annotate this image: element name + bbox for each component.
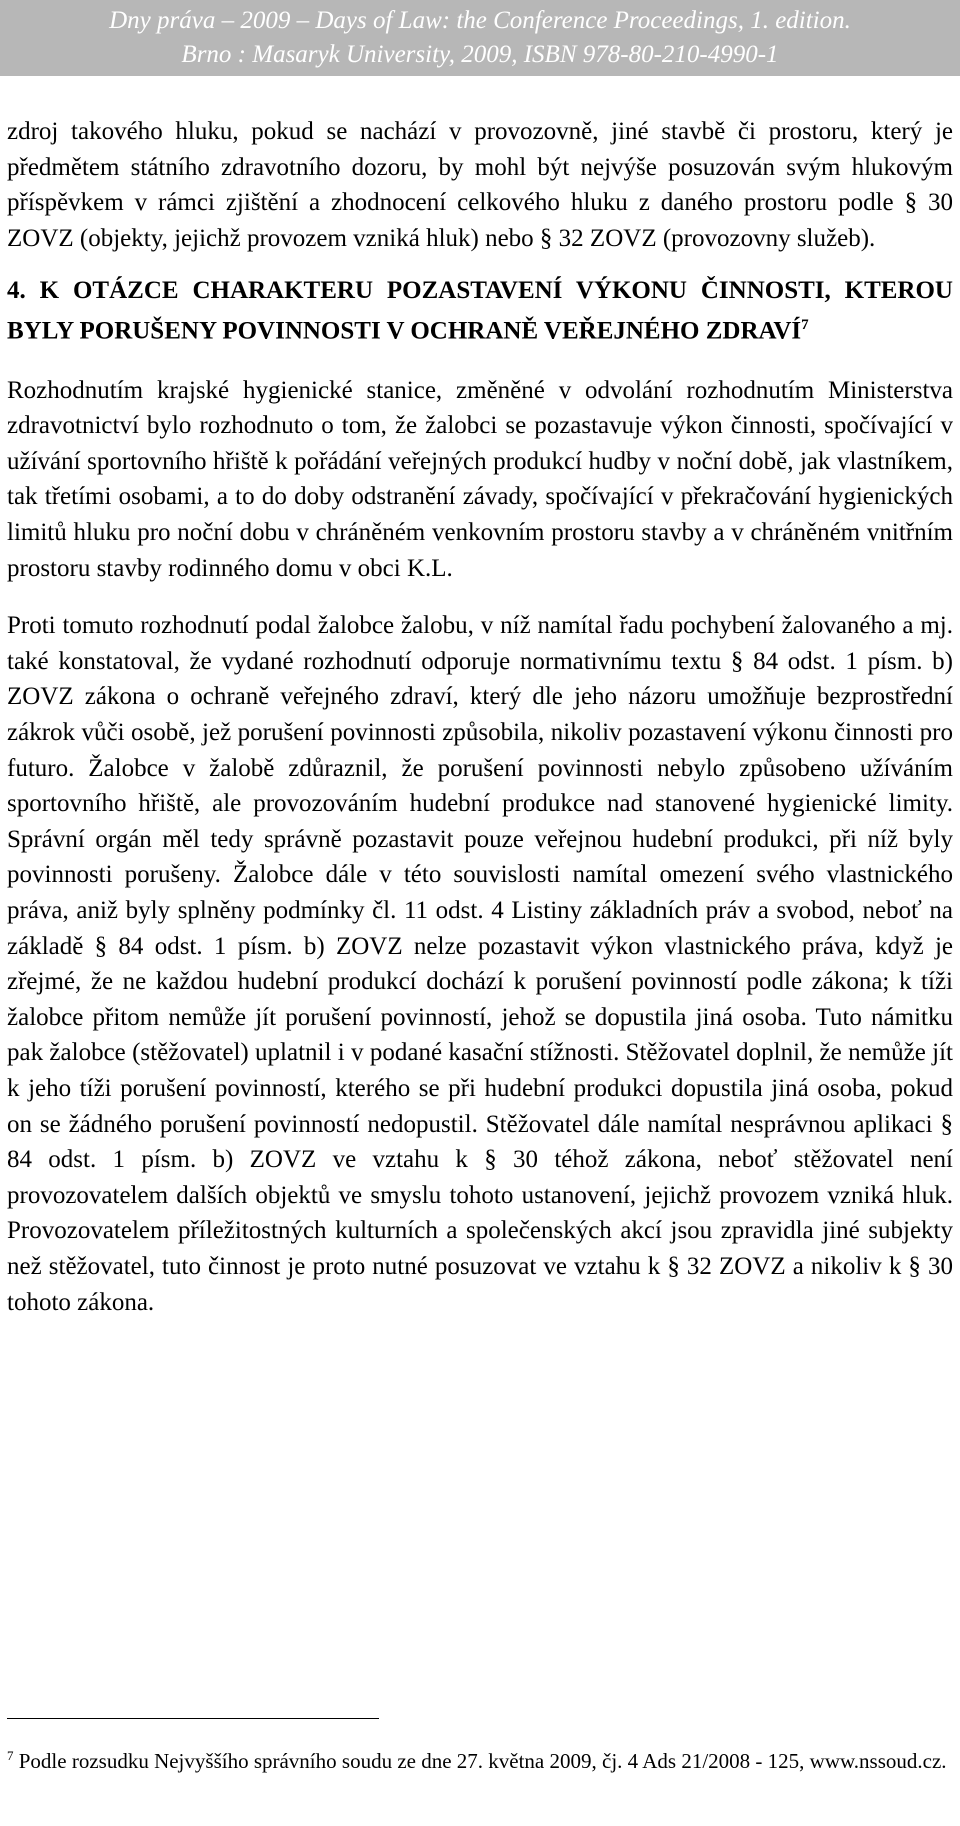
section-heading [7,274,953,348]
header-line-2: Brno : Masaryk University, 2009, ISBN 978-80-210-4990-1 [181,41,779,68]
footnote [7,1740,953,1777]
footnote-text: Podle rozsudku Nejvyššího správního soudu ze dne 27. května 2009, čj. 4 Ads 21/2008 - 125, www.nssoud.cz. [13,1749,947,1773]
footnote-number: 7 [7,1748,14,1763]
header-line-1: Dny práva – 2009 – Days of Law: the Conference Proceedings, 1. edition. [109,7,851,34]
main-text [7,114,953,1320]
decision-paragraph: Rozhodnutím krajské hygienické stanice, změněné v odvolání rozhodnutím Ministerstva zdravotnictví bylo rozhodnuto o tom, že žalobci se pozastavuje výkon činnosti, spočívající v užívání sportovního hřiště k pořádání veřejných produkcí hudby v noční době, jak vlastníkem, tak třetími osobami, a to do doby odstranění závady, spočívající v překračování hygienických limitů hluku pro noční dobu v chráněném venkovním prostoru stavby a v chráněném vnitřním prostoru stavby rodinného domu v obci K.L. [7,376,953,582]
footnote-separator [7,1718,379,1719]
section-heading-text: 4. K OTÁZCE CHARAKTERU POZASTAVENÍ VÝKONU ČINNOSTI, KTEROU BYLY PORUŠENY POVINNOSTI V OCHRANĚ VEŘEJNÉHO ZDRAVÍ [7,277,953,345]
appeal-paragraph: Proti tomuto rozhodnutí podal žalobce žalobu, v níž namítal řadu pochybení žalovaného a mj. také konstatoval, že vydané rozhodnutí odporuje normativnímu textu § 84 odst. 1 písm. b) ZOVZ zákona o ochraně veřejného zdraví, který dle jeho názoru umožňuje bezprostřední zákrok vůči osobě, jež porušení povinnosti způsobila, nikoliv pozastavení výkonu činnosti pro futuro. Žalobce v žalobě zdůraznil, že porušení povinnosti nebylo způsobeno užíváním sportovního hřiště, ale provozováním hudební produkce nad stanovené hygienické limity. Správní orgán měl tedy správně pozastavit pouze veřejnou hudební produkci, při níž byly povinnosti porušeny. Žalobce dále v této souvislosti namítal omezení svého vlastnického práva, aniž byly splněny podmínky čl. 11 odst. 4 Listiny základních práv a svobod, neboť na základě § 84 odst. 1 písm. b) ZOVZ nelze pozastavit výkon vlastnického práva, když je zřejmé, že ne každou hudební produkcí dochází k porušení povinností podle zákona; k tíži žalobce přitom nemůže jít porušení povinností, jehož se dopustila jiná osoba. Tuto námitku pak žalobce (stěžovatel) uplatnil i v podané kasační stížnosti. Stěžovatel doplnil, že nemůže jít k jeho tíži porušení povinností, kterého se při hudební produkci dopustila jiná osoba, pokud on se žádného porušení povinností nedopustil. Stěžovatel dále namítal nesprávnou aplikaci § 84 odst. 1 písm. b) ZOVZ ve vztahu k § 30 téhož zákona, neboť stěžovatel není provozovatelem dalších objektů ve smyslu tohoto ustanovení, jejichž provozem vzniká hluk. Provozovatelem příležitostných kulturních a společenských akcí jsou zpravidla jiné subjekty než stěžovatel, tuto činnost je proto nutné posuzovat ve vztahu k § 32 ZOVZ a nikoliv k § 30 tohoto zákona. [7,612,953,1316]
intro-paragraph: zdroj takového hluku, pokud se nachází v provozovně, jiné stavbě či prostoru, který je předmětem státního zdravotního dozoru, by mohl být nejvýše posuzován svým hlukovým příspěvkem v rámci zjištění a zhodnocení celkového hluku z daného prostoru podle § 30 ZOVZ (objekty, jejichž provozem vzniká hluk) nebo § 32 ZOVZ (provozovny služeb). [7,118,953,252]
heading-footnote-ref: 7 [801,317,809,334]
page-header [0,0,960,76]
